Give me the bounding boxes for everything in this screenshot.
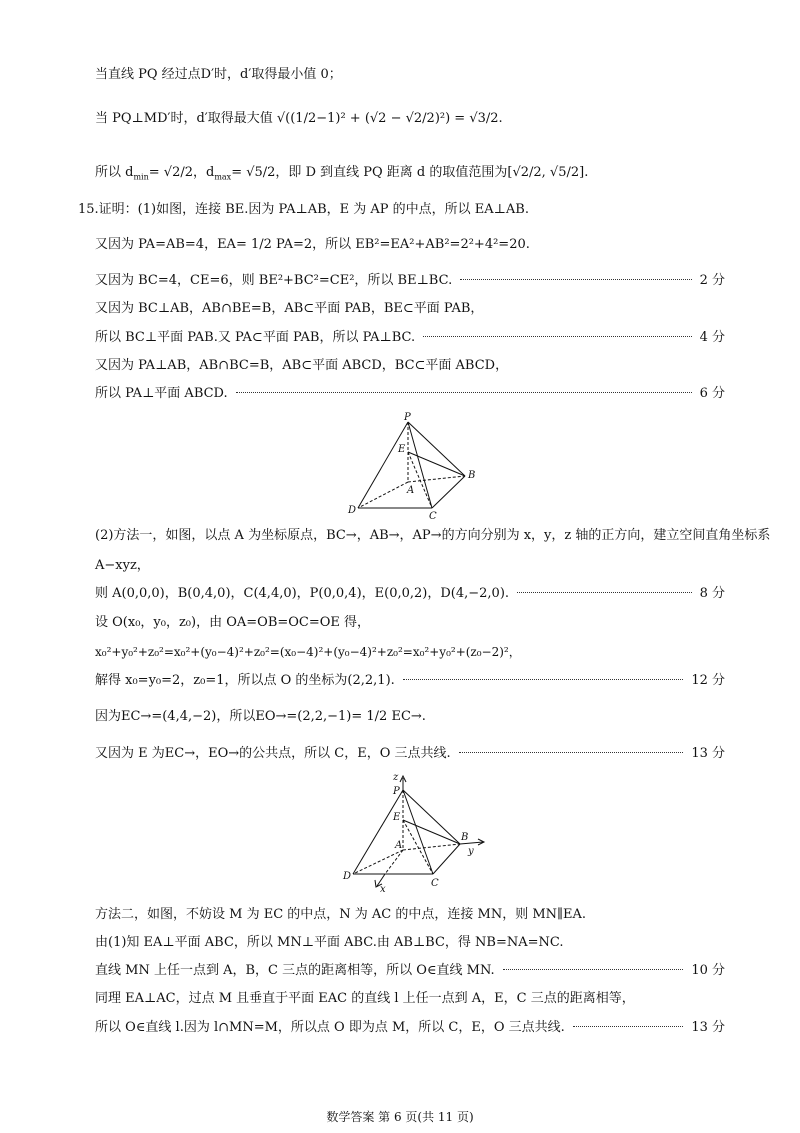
q15-heading: 15.证明：(1)如图，连接 BE.因为 PA⊥AB，E 为 AP 的中点，所以 EA⊥AB. — [78, 202, 529, 217]
dot-leader — [573, 1026, 684, 1027]
edge-PB — [403, 790, 460, 844]
text: 又因为 BC=4，CE=6，则 BE²+BC²=CE²，所以 BE⊥BC. — [95, 273, 453, 288]
text-line: 因为EC→=(4,4,−2)，所以EO→=(2,2,−1)= 1/2 EC→. — [95, 709, 426, 724]
text-line-range — [95, 164, 588, 187]
edge-AB — [408, 476, 465, 482]
label-D: D — [348, 505, 357, 516]
math-expression: √((1/2−1)² + (√2 − √2/2)²) = √3/2. — [276, 111, 503, 126]
dot-leader — [423, 336, 691, 337]
pyramid-figure-2 — [335, 768, 495, 896]
text: 直线 MN 上任一点到 A，B，C 三点的距离相等，所以 O∈直线 MN. — [95, 963, 495, 978]
score: 2 分 — [699, 273, 725, 288]
edge-CB — [432, 476, 465, 508]
subscript: max — [214, 172, 232, 182]
dot-leader — [503, 969, 684, 970]
label-P: P — [404, 412, 411, 423]
text: 所以 O∈直线 l.因为 l∩MN=M，所以点 O 即为点 M，所以 C，E，O 三点共线. — [95, 1020, 565, 1035]
text-line-max — [95, 110, 503, 128]
score: 6 分 — [699, 386, 725, 401]
edge-PD — [358, 422, 408, 508]
dot-leader — [517, 592, 692, 593]
text-line: 当直线 PQ 经过点D′时，d′取得最小值 0； — [95, 67, 342, 82]
text: 所以 d — [95, 165, 134, 180]
scored-line — [95, 272, 725, 290]
text-line: 又因为 PA⊥AB，AB∩BC=B，AB⊂平面 ABCD，BC⊂平面 ABCD， — [95, 358, 509, 373]
label-A: A — [407, 485, 415, 496]
text: 则 A(0,0,0)，B(0,4,0)，C(4,4,0)，P(0,0,4)，E(0,0,2)，D(4,−2,0). — [95, 586, 510, 601]
text-line: A−xyz， — [95, 558, 150, 573]
label-E: E — [393, 812, 401, 823]
text-line: 又因为 BC⊥AB，AB∩BE=B，AB⊂平面 PAB，BE⊂平面 PAB， — [95, 301, 484, 316]
edge-AB — [403, 844, 460, 850]
text-line: (2)方法一，如图，以点 A 为坐标原点，BC→，AB→，AP→的方向分别为 x，y，z 轴的正方向，建立空间直角坐标系 — [95, 528, 771, 543]
text-line: 由(1)知 EA⊥平面 ABC，所以 MN⊥平面 ABC.由 AB⊥BC，得 NB=NA=NC. — [95, 935, 564, 950]
text-line: 方法二，如图，不妨设 M 为 EC 的中点，N 为 AC 的中点，连接 MN，则 MN∥EA. — [95, 907, 587, 922]
equation-line: x₀²+y₀²+z₀²=x₀²+(y₀−4)²+z₀²=(x₀−4)²+(y₀−4)²+z₀²=x₀²+y₀²+(z₀−2)²， — [95, 645, 521, 659]
text: 解得 x₀=y₀=2，z₀=1，所以点 O 的坐标为(2,2,1). — [95, 673, 395, 688]
dot-leader — [403, 679, 684, 680]
page-footer: 数学答案 第 6 页(共 11 页) — [326, 1110, 474, 1124]
score: 10 分 — [691, 963, 725, 978]
score: 13 分 — [691, 1020, 725, 1035]
text-line: 又因为 PA=AB=4，EA= 1/2 PA=2，所以 EB²=EA²+AB²=2²+4²=20. — [95, 237, 530, 252]
text-line: 设 O(x₀，y₀，z₀)，由 OA=OB=OC=OE 得， — [95, 615, 371, 630]
text-line: 同理 EA⊥AC，过点 M 且垂直于平面 EAC 的直线 l 上任一点到 A，E，C 三点的距离相等， — [95, 991, 635, 1006]
label-C: C — [431, 878, 439, 889]
scored-line — [95, 962, 725, 980]
edge-PB — [408, 422, 465, 476]
edge-CB — [433, 844, 460, 874]
label-E: E — [398, 444, 406, 455]
dot-leader — [459, 752, 684, 753]
label-z: z — [393, 772, 399, 783]
dot-leader — [460, 279, 691, 280]
edge-PC — [403, 790, 433, 874]
score: 12 分 — [691, 673, 725, 688]
label-A: A — [395, 840, 403, 851]
text: 所以 PA⊥平面 ABCD. — [95, 386, 228, 401]
text: = √5/2，即 D 到直线 PQ 距离 d 的取值范围为[√2/2, √5/2]. — [231, 165, 589, 180]
text: 当 PQ⊥MD′时，d′取得最大值 — [95, 111, 273, 126]
scored-line — [95, 1019, 725, 1037]
edge-EB — [403, 820, 460, 844]
label-x: x — [380, 884, 386, 895]
scored-line — [95, 672, 725, 690]
text: = √2/2，d — [148, 165, 215, 180]
edge-Ax — [385, 850, 403, 874]
scored-line — [95, 329, 725, 347]
label-B: B — [461, 832, 469, 843]
scored-line — [95, 385, 725, 403]
label-P: P — [393, 786, 400, 797]
score: 4 分 — [699, 330, 725, 345]
subscript: min — [133, 172, 149, 182]
text: 又因为 E 为EC→，EO→的公共点，所以 C，E，O 三点共线. — [95, 746, 451, 761]
label-D: D — [343, 871, 352, 882]
scored-line — [95, 745, 725, 763]
label-B: B — [468, 470, 476, 481]
label-y: y — [468, 846, 474, 857]
edge-PD — [353, 790, 403, 874]
dot-leader — [236, 392, 692, 393]
score: 8 分 — [699, 586, 725, 601]
pyramid-figure-1 — [340, 410, 480, 520]
label-C: C — [429, 511, 437, 520]
score: 13 分 — [691, 746, 725, 761]
text: 所以 BC⊥平面 PAB.又 PA⊂平面 PAB，所以 PA⊥BC. — [95, 330, 416, 345]
scored-line — [95, 585, 725, 603]
